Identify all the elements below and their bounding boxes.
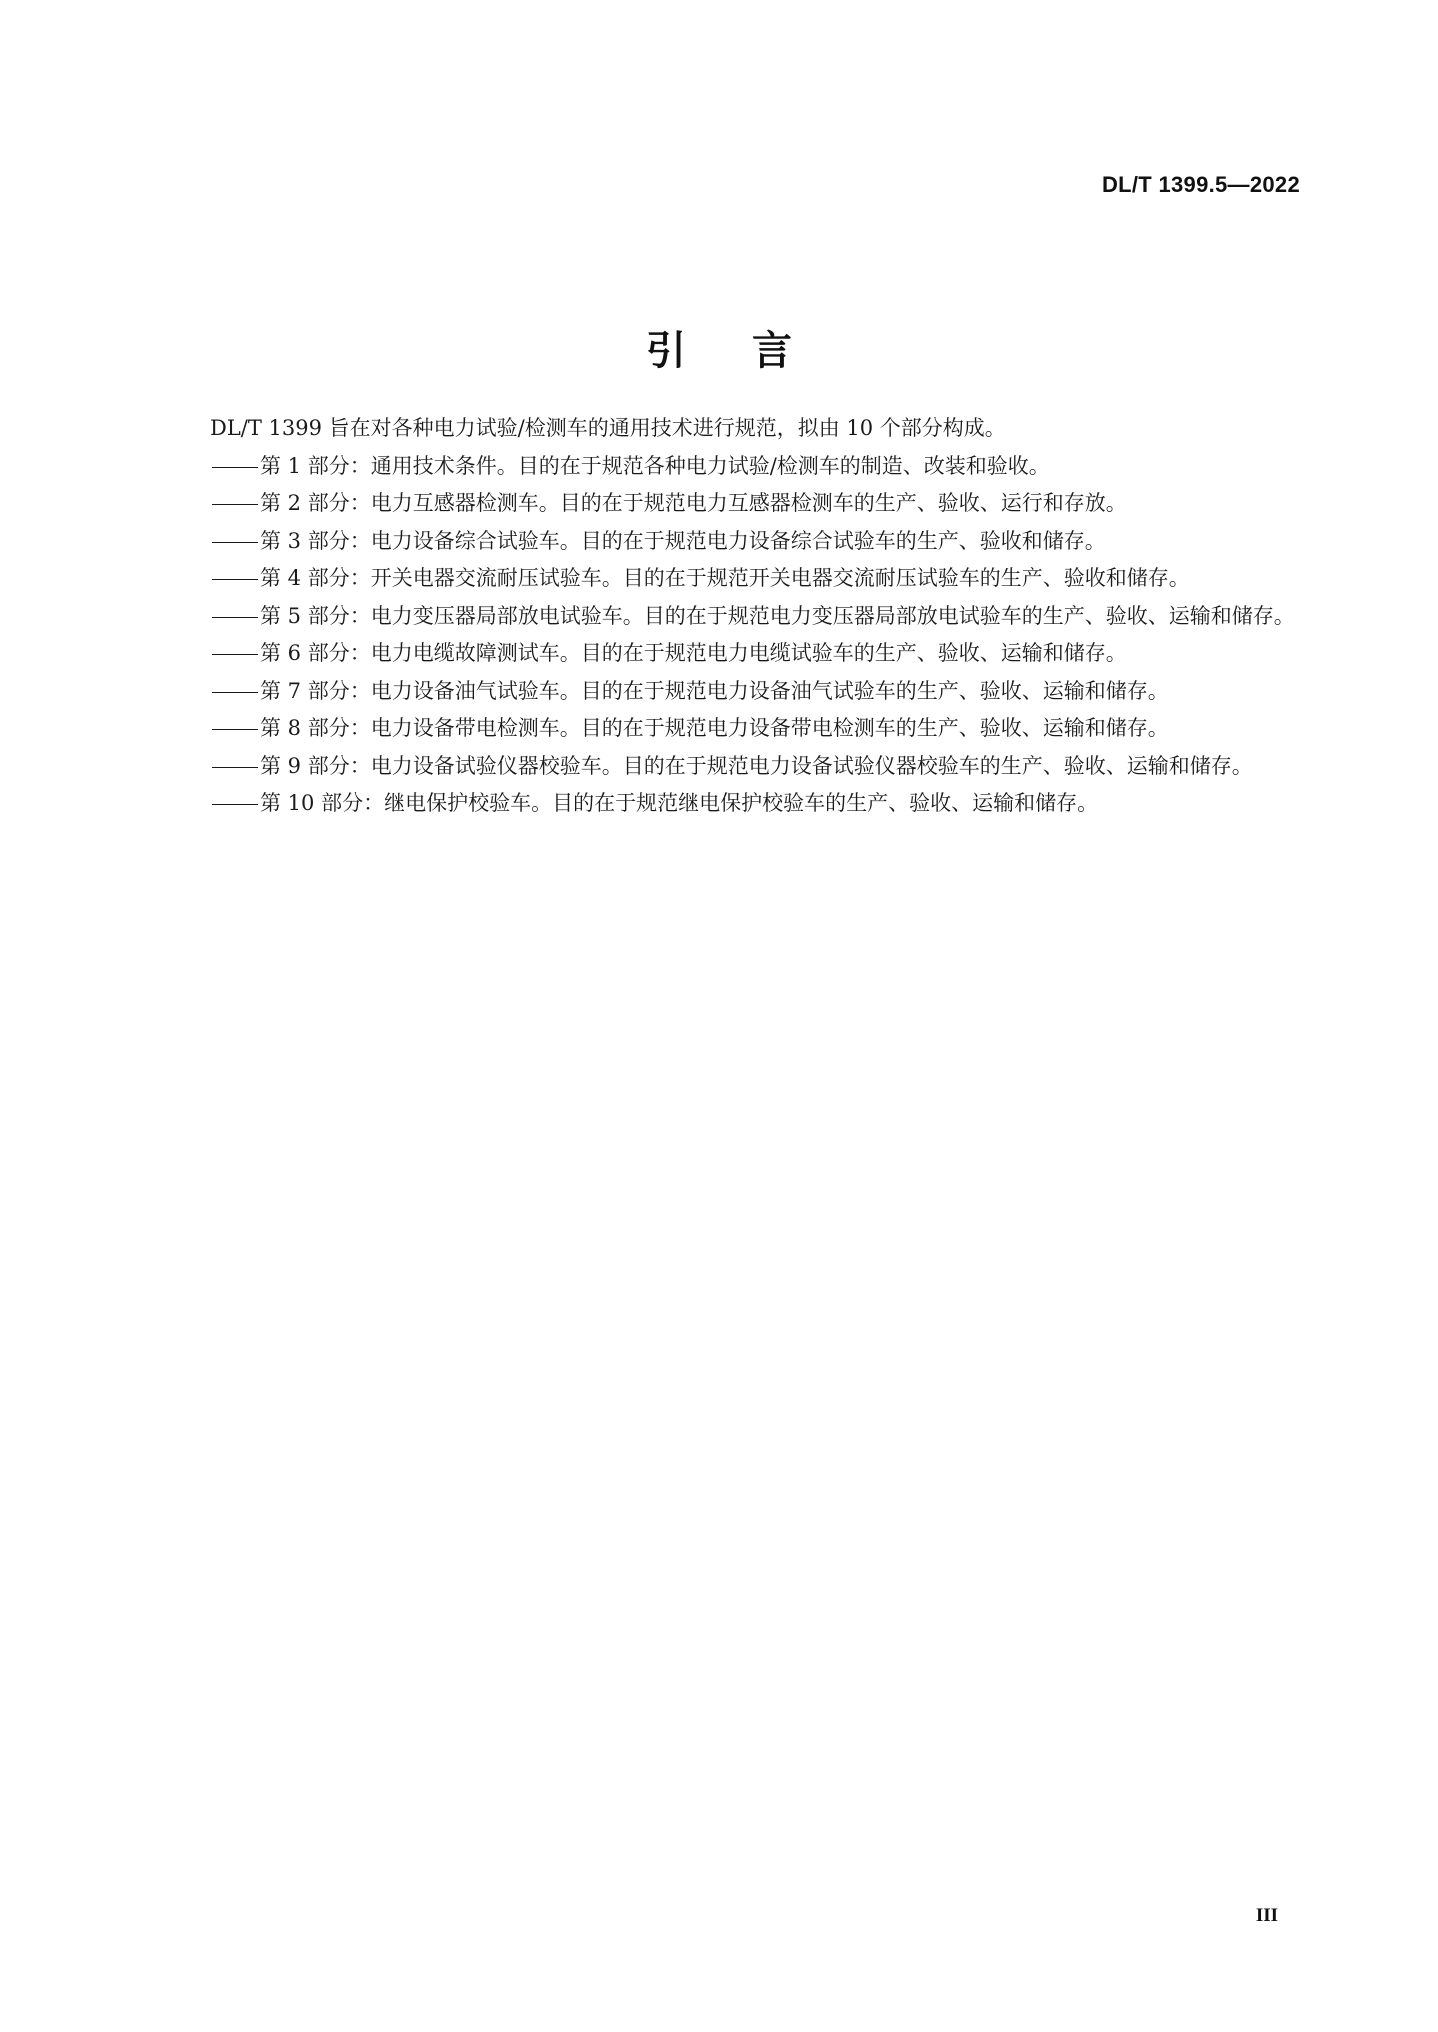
part-item-4: [210, 560, 1302, 598]
part-text: 第 5 部分：电力变压器局部放电试验车。目的在于规范电力变压器局部放电试验车的生产、验收、运输和储存。: [260, 603, 1295, 628]
part-item-5: [210, 598, 1302, 636]
dash-marker: [210, 448, 260, 486]
dash-marker: [210, 673, 260, 711]
part-item-8: [210, 710, 1302, 748]
part-item-9: [210, 748, 1302, 786]
part-text: 第 3 部分：电力设备综合试验车。目的在于规范电力设备综合试验车的生产、验收和储存。: [260, 528, 1106, 553]
part-text: 第 9 部分：电力设备试验仪器校验车。目的在于规范电力设备试验仪器校验车的生产、验收、运输和储存。: [260, 753, 1253, 778]
dash-marker: [210, 785, 260, 823]
parts-list: [210, 448, 1302, 823]
page-title: 引言: [646, 327, 858, 374]
part-item-7: [210, 673, 1302, 711]
page-number: III: [1255, 1905, 1278, 1926]
part-item-1: [210, 448, 1302, 486]
dash-marker: [210, 748, 260, 786]
document-body: [210, 410, 1302, 823]
standard-code: DL/T 1399.5—2022: [1101, 172, 1300, 197]
part-text: 第 6 部分：电力电缆故障测试车。目的在于规范电力电缆试验车的生产、验收、运输和储存。: [260, 641, 1127, 665]
dash-marker: [210, 710, 260, 748]
part-text: 第 1 部分：通用技术条件。目的在于规范各种电力试验/检测车的制造、改装和验收。: [260, 453, 1050, 478]
part-text: 第 2 部分：电力互感器检测车。目的在于规范电力互感器检测车的生产、验收、运行和存放。: [260, 491, 1127, 515]
dash-marker: [210, 635, 260, 673]
part-item-3: [210, 523, 1302, 561]
part-text: 第 4 部分：开关电器交流耐压试验车。目的在于规范开关电器交流耐压试验车的生产、验收和储存。: [260, 566, 1190, 590]
part-item-10: [210, 785, 1302, 823]
part-text: 第 8 部分：电力设备带电检测车。目的在于规范电力设备带电检测车的生产、验收、运输和储存。: [260, 716, 1169, 740]
dash-marker: [210, 598, 260, 636]
part-text: 第 7 部分：电力设备油气试验车。目的在于规范电力设备油气试验车的生产、验收、运输和储存。: [260, 678, 1169, 703]
part-item-2: [210, 485, 1302, 523]
dash-marker: [210, 523, 260, 561]
dash-marker: [210, 485, 260, 523]
intro-paragraph: DL/T 1399 旨在对各种电力试验/检测车的通用技术进行规范，拟由 10 个部分构成。: [210, 416, 1006, 440]
dash-marker: [210, 560, 260, 598]
part-item-6: [210, 635, 1302, 673]
part-text: 第 10 部分：继电保护校验车。目的在于规范继电保护校验车的生产、验收、运输和储存。: [260, 791, 1099, 815]
